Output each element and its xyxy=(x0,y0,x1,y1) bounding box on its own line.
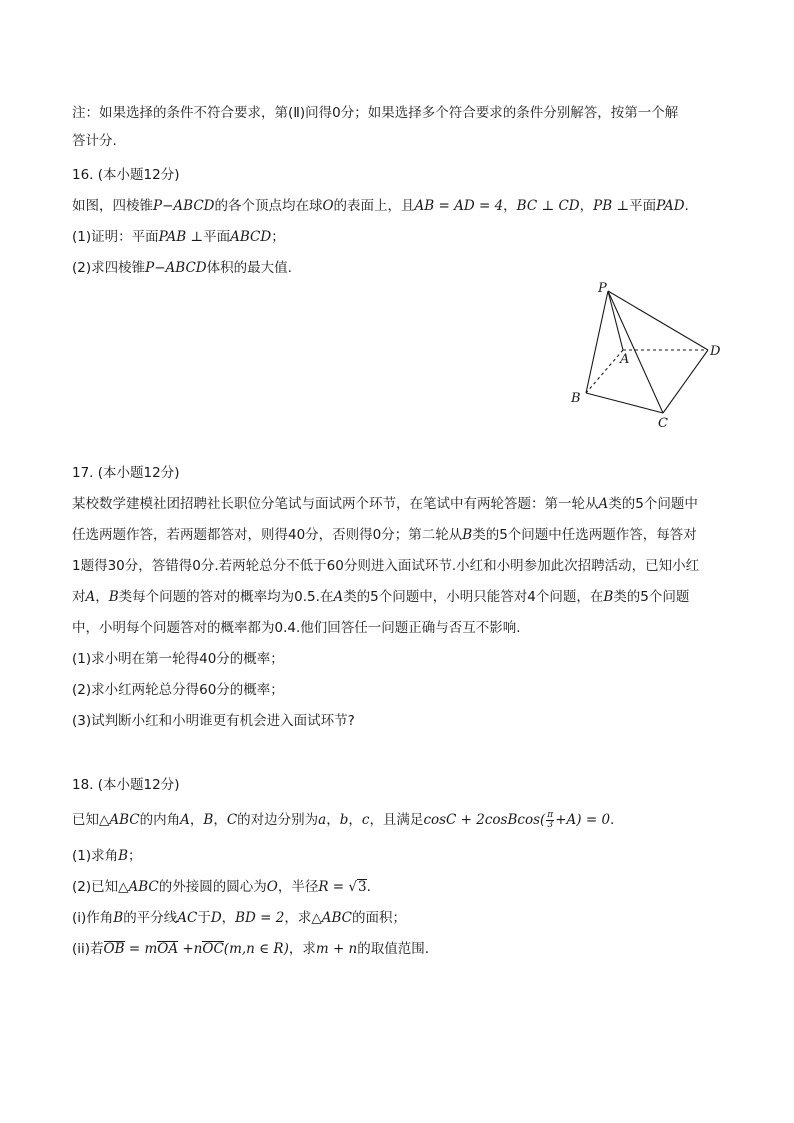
math: O xyxy=(266,879,278,895)
q17-line-1 xyxy=(72,494,698,514)
text: . xyxy=(610,812,615,828)
math: P−ABCD xyxy=(153,198,215,214)
q16-part-1 xyxy=(72,227,285,247)
note-line-1: 注：如果选择的条件不符合要求，第(Ⅱ)问得0分；如果选择多个符合要求的条件分别解答，按第一个解 xyxy=(72,105,679,121)
q16-header: 16. (本小题12分) xyxy=(72,167,180,183)
text: ， xyxy=(221,910,236,926)
math: c xyxy=(361,812,370,828)
text: 于 xyxy=(197,910,211,926)
text: . xyxy=(684,198,689,214)
text: . xyxy=(366,879,371,895)
text: (1)求角 xyxy=(72,848,119,864)
math: PAB ⊥ xyxy=(158,229,204,245)
math: B xyxy=(113,910,124,926)
text: 的面积； xyxy=(352,910,407,926)
text: 平面 xyxy=(629,198,657,214)
note-line-2: 答计分. xyxy=(72,133,117,149)
text: 类的5个问题 xyxy=(613,589,690,605)
text: 某校数学建模社团招聘社长职位分笔试与面试两个环节，在笔试中有两轮答题：第一轮从 xyxy=(72,496,599,512)
edge-PB xyxy=(586,291,608,393)
math: C xyxy=(226,812,238,828)
q18-sub-i xyxy=(72,908,406,928)
math: +A) = 0 xyxy=(555,812,611,828)
text: ， xyxy=(348,812,362,828)
text: ； xyxy=(271,229,285,245)
math: D xyxy=(210,910,222,926)
q17-line-5: 中，小明每个问题答对的概率都为0.4.他们回答任一问题正确与否互不影响. xyxy=(72,620,521,636)
q16-stem xyxy=(72,196,689,216)
math: cosC + 2cosBcos( xyxy=(423,812,546,828)
pyramid-figure xyxy=(560,275,730,435)
q18-sub-ii xyxy=(72,939,429,959)
label-D: D xyxy=(710,344,721,359)
text: 的表面上，且 xyxy=(333,198,415,214)
math: R = √ xyxy=(318,879,358,895)
text: (2)求四棱锥 xyxy=(72,260,146,276)
math: = m xyxy=(124,941,158,957)
edge-BC xyxy=(586,393,663,413)
text: 如图，四棱锥 xyxy=(72,198,153,214)
text: 类的5个问题中任选两题作答，每答对 xyxy=(472,527,697,543)
text: 对 xyxy=(72,589,86,605)
q18-part-1 xyxy=(72,846,142,866)
vector: OA xyxy=(157,941,179,957)
math: AC xyxy=(177,910,198,926)
math: b xyxy=(339,812,349,828)
fraction-denominator: 3 xyxy=(547,819,554,830)
text: 的各个顶点均在球 xyxy=(214,198,323,214)
label-A: A xyxy=(620,352,630,367)
text: (2)已知 xyxy=(72,879,119,895)
sqrt-radicand: 3 xyxy=(358,879,367,895)
text: ， xyxy=(579,198,594,214)
math: A xyxy=(598,496,609,512)
math: PB ⊥ xyxy=(593,198,630,214)
fraction-numerator: π xyxy=(547,809,554,820)
math: △ABC xyxy=(118,879,159,895)
fraction xyxy=(546,811,554,830)
text: 任选两题作答，若两题都答对，则得40分，否则得0分；第二轮从 xyxy=(72,527,463,543)
text: (i)作角 xyxy=(72,910,114,926)
text: (1)证明：平面 xyxy=(72,229,159,245)
vector: OB xyxy=(103,941,125,957)
text: ，半径 xyxy=(277,879,319,895)
text: 的对边分别为 xyxy=(237,812,319,828)
text: ， xyxy=(503,198,517,214)
vector: OC xyxy=(202,941,224,957)
q17-header: 17. (本小题12分) xyxy=(72,465,180,481)
label-C: C xyxy=(658,416,668,431)
edge-PC xyxy=(608,291,663,413)
label-B: B xyxy=(571,391,581,406)
text: ； xyxy=(128,848,142,864)
q16-part-2 xyxy=(72,258,292,278)
text: ， xyxy=(95,589,109,605)
math: ABCD xyxy=(230,229,272,245)
math: PAD xyxy=(656,198,685,214)
q18-part-2 xyxy=(72,877,371,897)
math: BC ⊥ CD xyxy=(516,198,580,214)
text: ，求 xyxy=(288,941,316,957)
edge-PD xyxy=(608,291,708,350)
math: m + n xyxy=(315,941,358,957)
q17-part-1: (1)求小明在第一轮得40分的概率； xyxy=(72,651,284,667)
math: A xyxy=(180,812,190,828)
text: ，求 xyxy=(284,910,312,926)
q17-line-2 xyxy=(72,525,697,545)
math: B xyxy=(603,589,614,605)
math: A xyxy=(333,589,344,605)
text: ， xyxy=(189,812,204,828)
math: P−ABCD xyxy=(145,260,207,276)
edge-AB xyxy=(586,350,623,393)
text: 的取值范围. xyxy=(357,941,430,957)
text: ， xyxy=(213,812,227,828)
q17-line-3: 1题得30分，答错得0分.若两轮总分不低于60分则进入面试环节.小红和小明参加此次招聘活动，已知小红 xyxy=(72,558,700,574)
math: (m,n ∈ R) xyxy=(223,941,289,957)
q17-part-3: (3)试判断小红和小明谁更有机会进入面试环节? xyxy=(72,713,355,729)
q17-line-4 xyxy=(72,587,689,607)
edge-CD xyxy=(663,350,708,413)
text: 类每个问题的答对的概率均为0.5.在 xyxy=(118,589,334,605)
math: a xyxy=(318,812,327,828)
text: 类的5个问题中，小明只能答对4个问题，在 xyxy=(343,589,604,605)
math: A xyxy=(85,589,96,605)
math: BD = 2 xyxy=(235,910,285,926)
math: B xyxy=(108,589,119,605)
math: B xyxy=(203,812,214,828)
text: 类的5个问题中 xyxy=(608,496,698,512)
text: 平面 xyxy=(203,229,231,245)
math: O xyxy=(322,198,334,214)
math: B xyxy=(462,527,473,543)
text: 的外接圆的圆心为 xyxy=(158,879,267,895)
text: 体积的最大值. xyxy=(206,260,292,276)
q18-stem xyxy=(72,810,614,830)
math: △ABC xyxy=(311,910,353,926)
math: B xyxy=(118,848,129,864)
label-P: P xyxy=(598,281,607,296)
math: +n xyxy=(178,941,203,957)
text: 已知 xyxy=(72,812,99,828)
text: (ii)若 xyxy=(72,941,104,957)
math: AB = AD = 4 xyxy=(414,198,504,214)
text: ，且满足 xyxy=(369,812,424,828)
text: ， xyxy=(326,812,340,828)
math: △ABC xyxy=(99,812,140,828)
q17-part-2: (2)求小红两轮总分得60分的概率； xyxy=(72,682,284,698)
text: 的平分线 xyxy=(123,910,178,926)
text: 的内角 xyxy=(139,812,181,828)
q18-header: 18. (本小题12分) xyxy=(72,777,180,793)
